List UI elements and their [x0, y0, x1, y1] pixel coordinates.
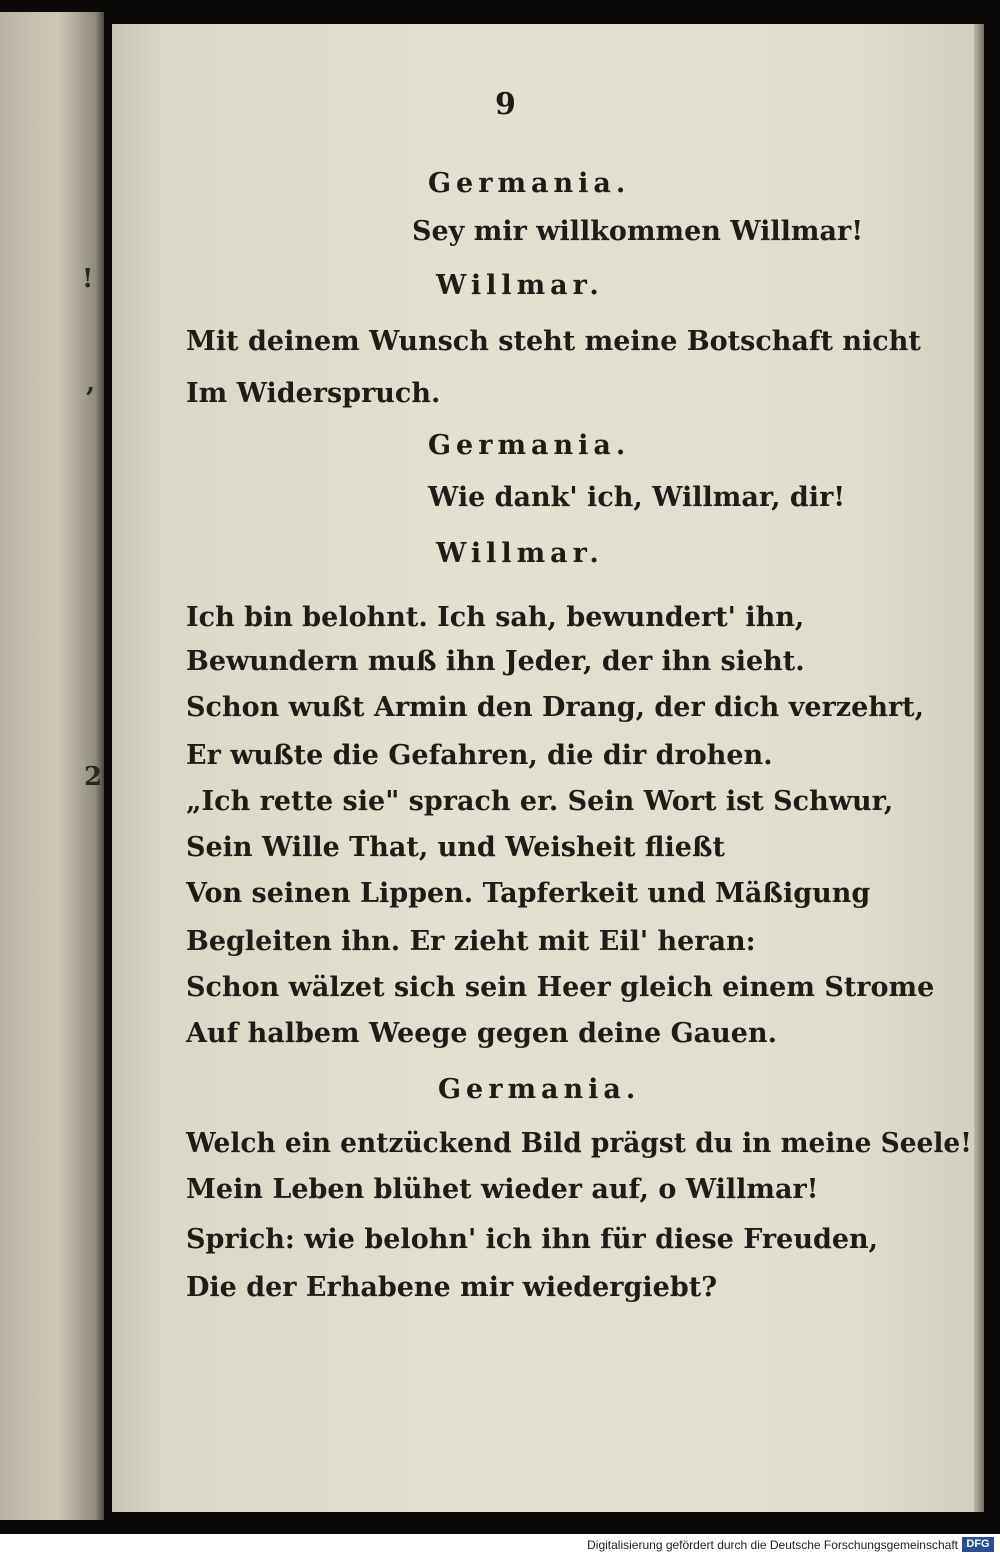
prev-page-fragment: ! — [82, 264, 94, 294]
verse-line: Sprich: wie belohn' ich ihn für diese Freuden, — [186, 1224, 879, 1255]
speaker-heading: Willmar. — [436, 270, 604, 301]
verse-line: Schon wußt Armin den Drang, der dich verzehrt, — [186, 692, 925, 723]
verse-line: Sey mir willkommen Willmar! — [412, 216, 864, 247]
verse-line: Welch ein entzückend Bild prägst du in meine Seele! — [186, 1128, 972, 1159]
verse-line: Mein Leben blühet wieder auf, o Willmar! — [186, 1174, 819, 1205]
verse-line: Im Widerspruch. — [186, 378, 441, 409]
verse-line: Begleiten ihn. Er zieht mit Eil' heran: — [186, 926, 756, 957]
dfg-logo: DFG — [962, 1537, 994, 1552]
prev-page-fragment: 2 — [84, 762, 103, 792]
speaker-heading: Germania. — [428, 168, 631, 199]
verse-line: Von seinen Lippen. Tapferkeit und Mäßigung — [186, 878, 871, 909]
page-edge-shadow — [974, 24, 984, 1512]
speaker-heading: Germania. — [428, 430, 631, 461]
verse-line: Ich bin belohnt. Ich sah, bewundert' ihn, — [186, 602, 805, 633]
funding-credit: Digitalisierung gefördert durch die Deutsche Forschungsgemeinschaft — [587, 1538, 958, 1552]
verse-line: Die der Erhabene mir wiedergiebt? — [186, 1272, 718, 1303]
footer-bar — [0, 1534, 1000, 1556]
previous-page-edge — [0, 12, 104, 1520]
verse-line: Er wußte die Gefahren, die dir drohen. — [186, 740, 773, 771]
verse-line: Wie dank' ich, Willmar, dir! — [428, 482, 846, 513]
verse-line: Auf halbem Weege gegen deine Gauen. — [186, 1018, 777, 1049]
verse-line: Sein Wille That, und Weisheit fließt — [186, 832, 725, 863]
page-number: 9 — [495, 87, 516, 122]
verse-line: Bewundern muß ihn Jeder, der ihn sieht. — [186, 646, 805, 677]
verse-line: „Ich rette sie" sprach er. Sein Wort ist Schwur, — [186, 786, 894, 817]
prev-page-fragment: , — [86, 368, 96, 398]
speaker-heading: Willmar. — [436, 538, 604, 569]
verse-line: Schon wälzet sich sein Heer gleich einem Strome — [186, 972, 935, 1003]
verse-line: Mit deinem Wunsch steht meine Botschaft nicht — [186, 326, 921, 357]
speaker-heading: Germania. — [438, 1074, 641, 1105]
